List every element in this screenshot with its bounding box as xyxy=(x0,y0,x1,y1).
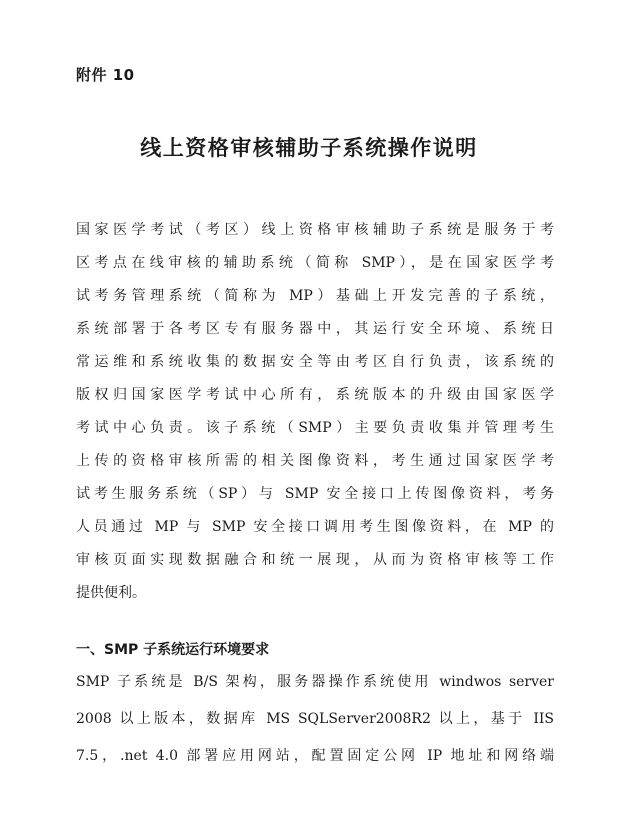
paragraph-line: 版权归国家医学考试中心所有，系统版本的升级由国家医学 xyxy=(76,387,554,403)
paragraph-line: 试考生服务系统（SP）与 SMP 安全接口上传图像资料，考务 xyxy=(76,486,554,502)
paragraph-line: 区考点在线审核的辅助系统（简称 SMP），是在国家医学考 xyxy=(76,255,554,271)
paragraph-line: 7.5，.net 4.0 部署应用网站，配置固定公网 IP 地址和网络端 xyxy=(76,748,554,764)
paragraph-line: 常运维和系统收集的数据安全等由考区自行负责，该系统的 xyxy=(76,354,554,370)
section-paragraph xyxy=(76,664,554,775)
paragraph-line: 系统部署于各考区专有服务器中，其运行安全环境、系统日 xyxy=(76,321,554,337)
paragraph-line: 人员通过 MP 与 SMP 安全接口调用考生图像资料，在 MP 的 xyxy=(76,519,554,535)
document-title: 线上资格审核辅助子系统操作说明 xyxy=(140,136,478,160)
paragraph-line: 上传的资格审核所需的相关图像资料，考生通过国家医学考 xyxy=(76,453,554,469)
paragraph-line: 提供便利。 xyxy=(76,585,146,601)
paragraph-line: 国家医学考试（考区）线上资格审核辅助子系统是服务于考 xyxy=(76,222,554,238)
paragraph-line: 2008 以上版本，数据库 MS SQLServer2008R2 以上，基于 IIS xyxy=(76,711,554,727)
section-heading: 一、SMP 子系统运行环境要求 xyxy=(76,642,270,658)
paragraph-line: SMP 子系统是 B/S 架构，服务器操作系统使用 windwos server xyxy=(76,674,554,690)
paragraph-line: 考试中心负责。该子系统（SMP）主要负责收集并管理考生 xyxy=(76,420,554,436)
intro-paragraph xyxy=(76,214,554,610)
paragraph-line: 审核页面实现数据融合和统一展现，从而为资格审核等工作 xyxy=(76,552,554,568)
paragraph-line: 试考务管理系统（简称为 MP）基础上开发完善的子系统， xyxy=(76,288,554,304)
attachment-label: 附件 10 xyxy=(76,66,135,84)
